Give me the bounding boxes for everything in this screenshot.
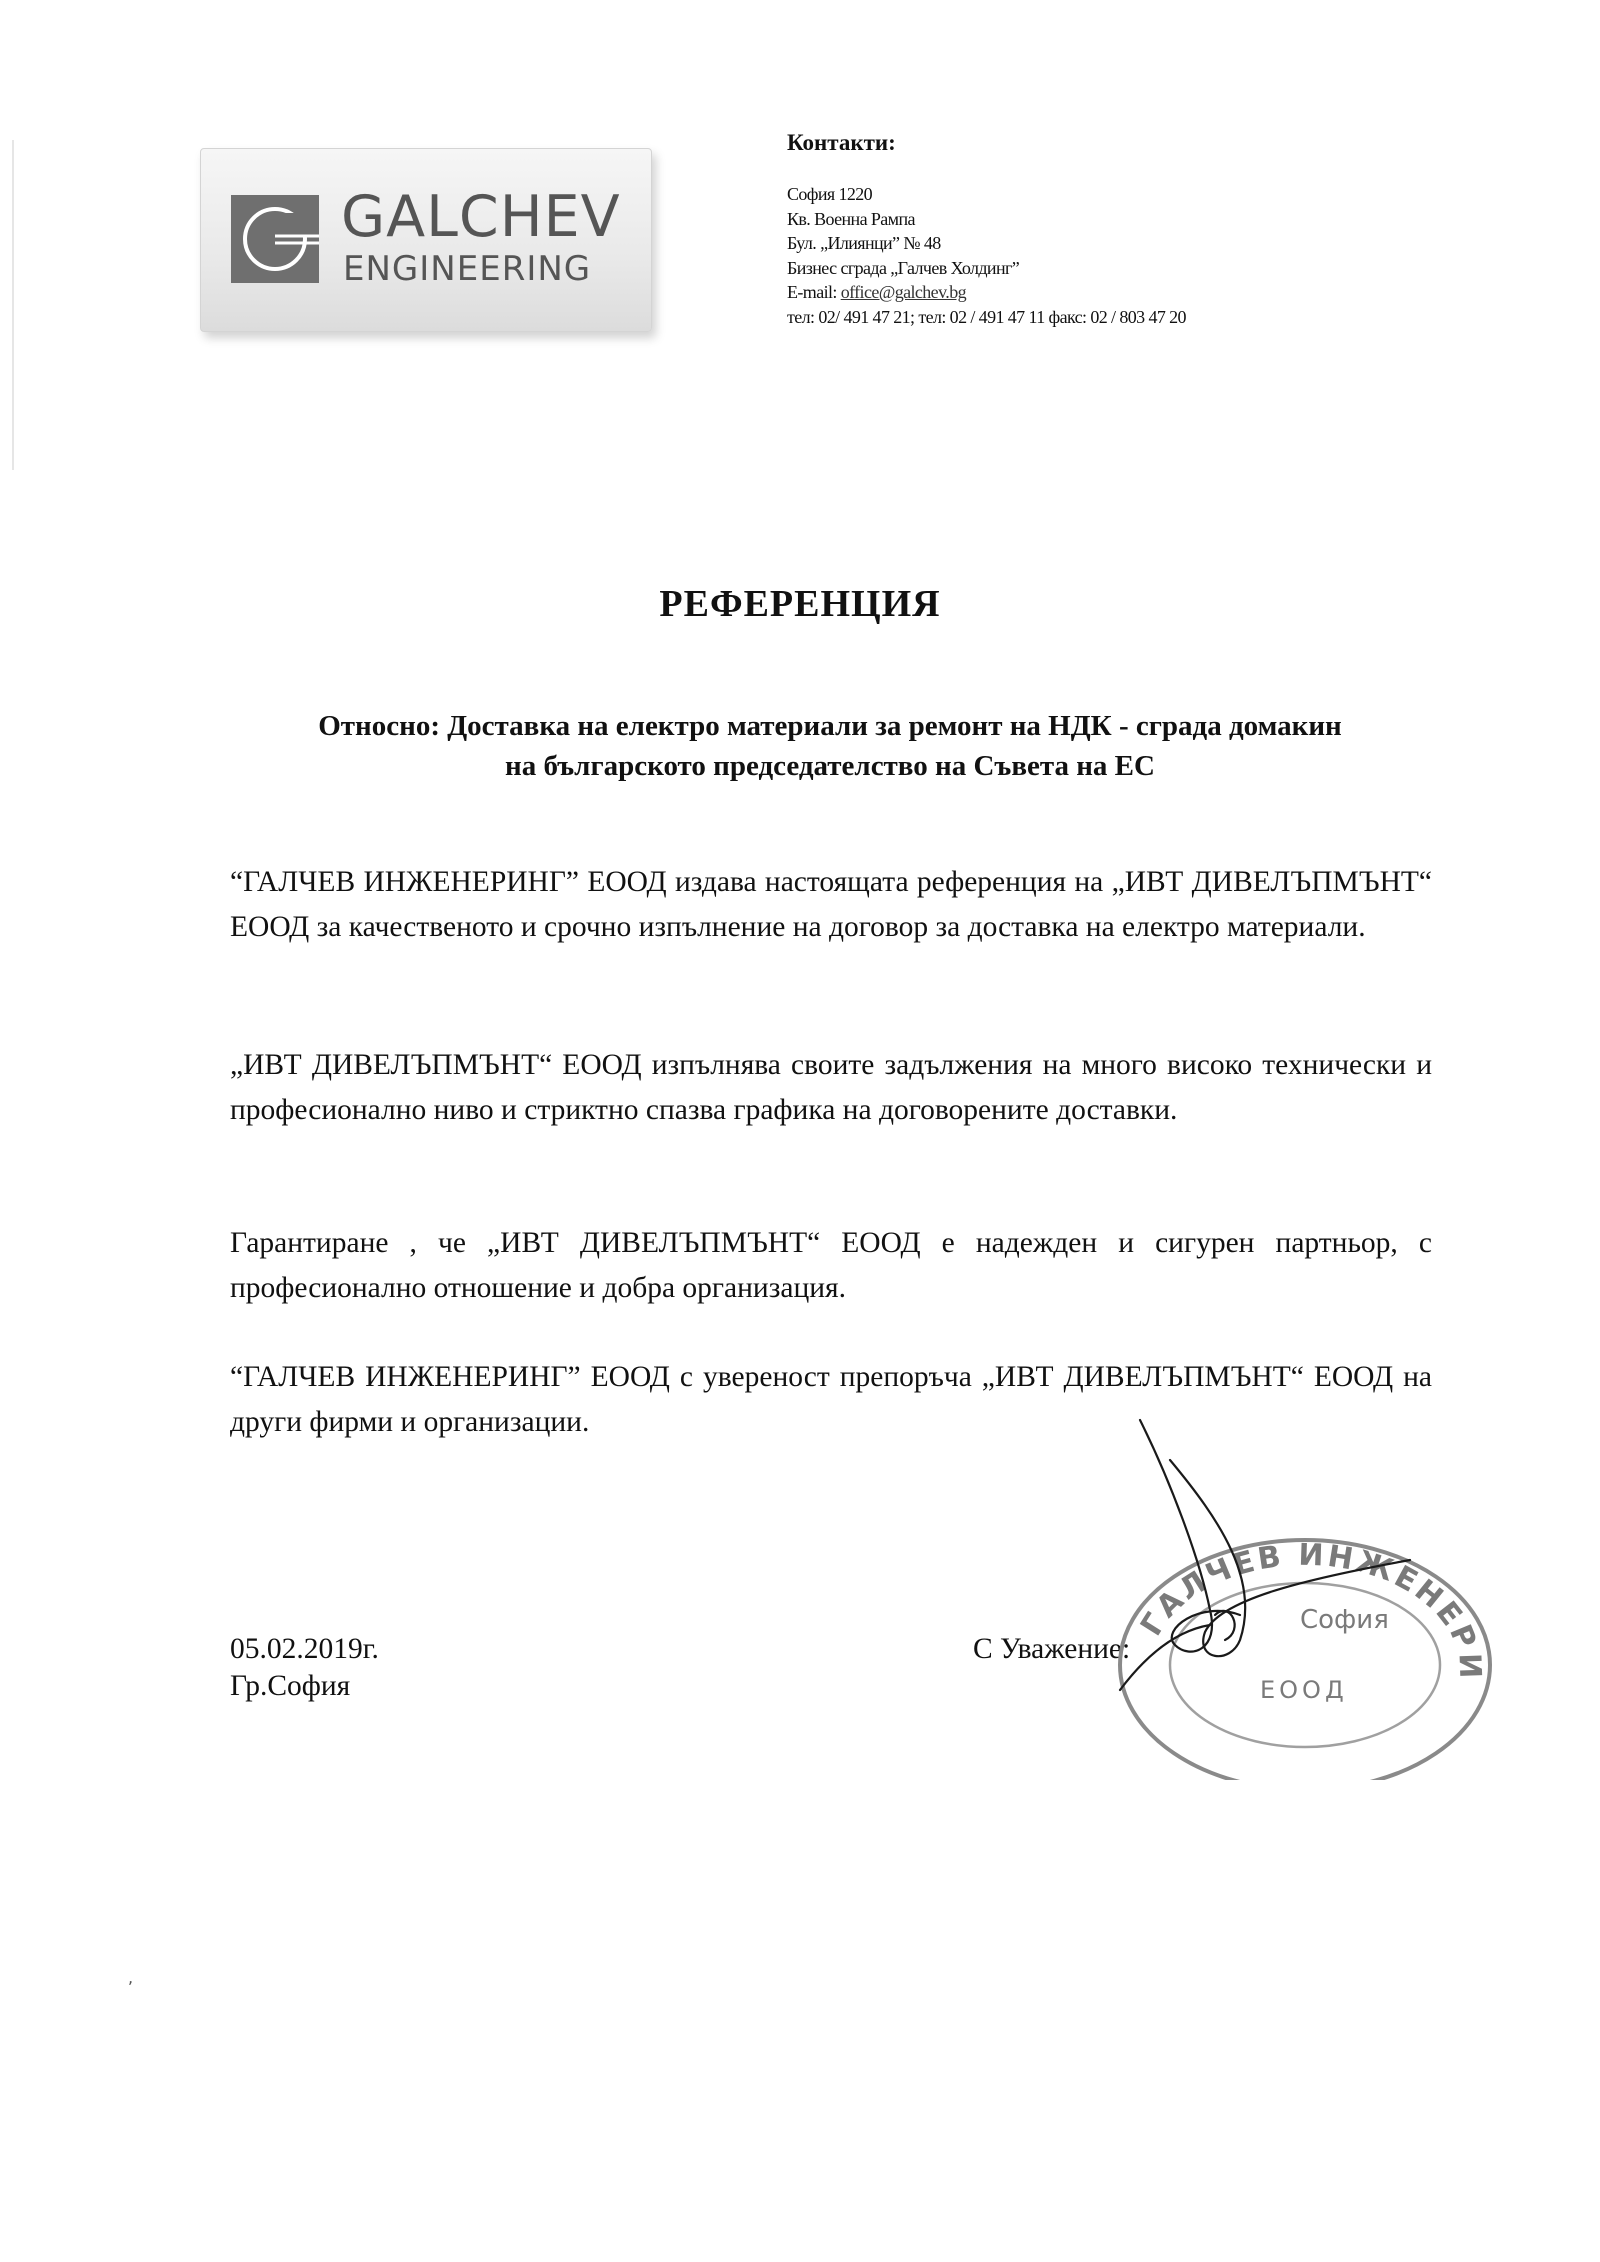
logo-wordmark-line2: ENGINEERING (343, 249, 592, 289)
body-paragraph: „ИВТ ДИВЕЛЪПМЪНТ“ ЕООД изпълнява своите задължения на много високо технически и професионално ниво и стриктно спазва графика на договорените доставки. (230, 1049, 1432, 1126)
svg-text:ГАЛЧЕВ ИНЖЕНЕРИНГ (1080, 1400, 1487, 1682)
email-link[interactable]: office@galchev.bg (840, 282, 967, 302)
company-stamp (1080, 1400, 1490, 1780)
document-date: 05.02.2019г. (230, 1633, 379, 1665)
contact-address-line: София 1220 (787, 184, 873, 204)
stamp-center-text: София (1300, 1605, 1389, 1635)
subject-line: Относно: Доставка на електро материали за ремонт на НДК - сграда домакин (318, 710, 1342, 742)
scan-edge-artifact (12, 140, 14, 470)
contact-address-line: Кв. Военна Рампа (787, 208, 915, 229)
scan-speck: , (128, 1968, 134, 1987)
document-title: РЕФЕРЕНЦИЯ (659, 583, 941, 625)
stamp-top-text: ГАЛЧЕВ ИНЖЕНЕРИ (1133, 1537, 1488, 1682)
body-paragraph: “ГАЛЧЕВ ИНЖЕНЕРИНГ” ЕООД издава настоящата референция на „ИВТ ДИВЕЛЪПМЪНТ“ ЕООД за качественото и срочно изпълнение на договор за доставка на електро материали. (230, 866, 1432, 943)
contacts-block (787, 130, 1186, 329)
logo-wordmark-line1: GALCHEV (341, 184, 621, 250)
contact-address-line: Бул. „Илиянци” № 48 (787, 233, 941, 253)
logo-g-icon (231, 195, 319, 283)
contact-email-line (787, 280, 1186, 305)
document-city: Гр.София (230, 1670, 351, 1702)
body-paragraph: Гарантиране , че „ИВТ ДИВЕЛЪПМЪНТ“ ЕООД е надежден и сигурен партньор, с професионално отношение и добра организация. (230, 1227, 1432, 1304)
contacts-title: Контакти: (787, 130, 896, 155)
subject-line: на българското председателство на Съвета на ЕС (505, 750, 1155, 782)
stamp-bottom-text: ЕООД (1260, 1676, 1348, 1704)
document-subject (200, 706, 1460, 786)
company-logo (200, 148, 652, 332)
contact-address-line: Бизнес сграда „Галчев Холдинг” (787, 257, 1020, 278)
body-paragraph: “ГАЛЧЕВ ИНЖЕНЕРИНГ” ЕООД с увереност препоръча „ИВТ ДИВЕЛЪПМЪНТ“ ЕООД на други фирми и организации. (230, 1361, 1432, 1438)
closing-regards: С Уважение: (973, 1633, 1131, 1665)
email-label: E-mail: (787, 282, 841, 302)
contact-phones-line: тел: 02/ 491 47 21; тел: 02 / 491 47 11 факс: 02 / 803 47 20 (787, 306, 1186, 327)
stamp-and-signature (1080, 1400, 1500, 1780)
